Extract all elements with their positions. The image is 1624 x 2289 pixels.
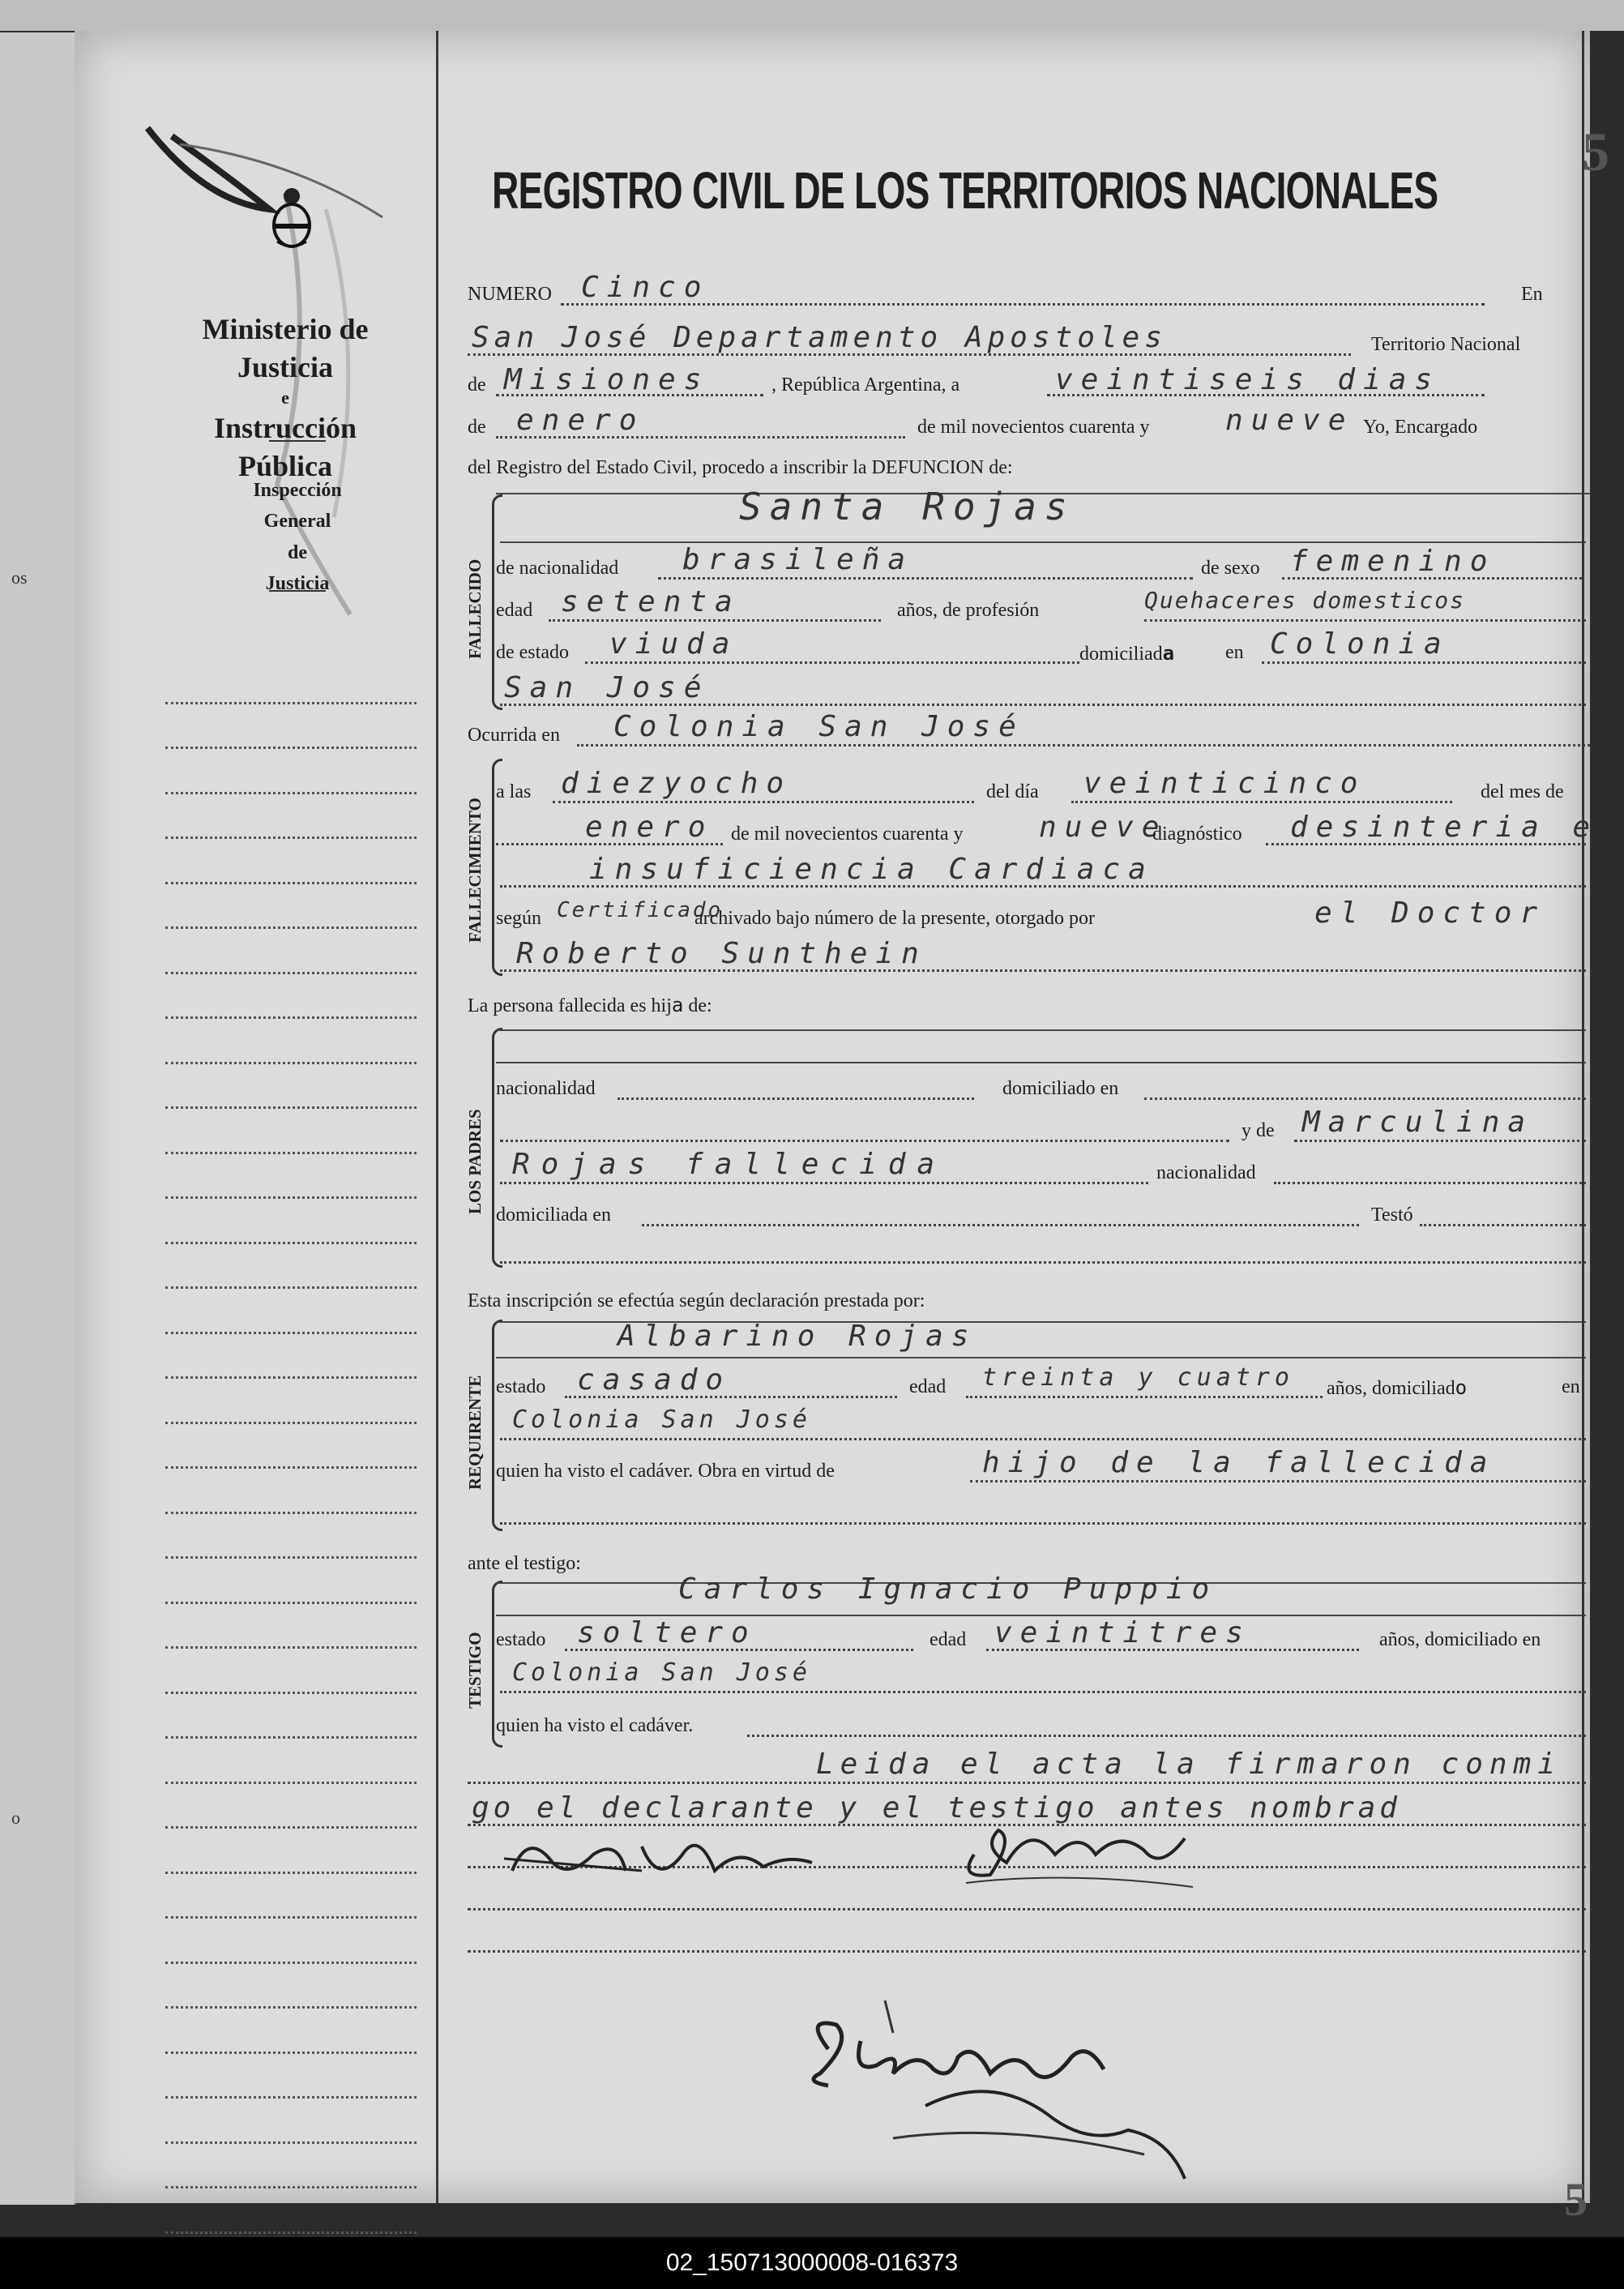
estado-value: soltero	[577, 1616, 757, 1649]
margin-note-line	[165, 1694, 417, 1739]
mes-value: enero	[516, 404, 645, 437]
virtud-line	[970, 1480, 1586, 1483]
ocurrida-label: Ocurrida en	[468, 725, 560, 746]
requirente-brace	[492, 1320, 502, 1531]
domicilio-value: Colonia San José	[512, 1658, 811, 1687]
margin-note-line	[165, 1064, 417, 1110]
fallecido-nombre: Santa Rojas	[739, 485, 1075, 528]
visto-label: quien ha visto el cadáver. Obra en virtud de	[496, 1461, 835, 1482]
margin-note-line	[165, 704, 417, 750]
edad-label: edad	[930, 1629, 967, 1650]
fallecimiento-section-label: FALLECIMIENTO	[465, 798, 485, 943]
nacionalidad-line	[658, 577, 1193, 580]
requirente-intro: Esta inscripción se efectúa según declaración prestada por:	[468, 1290, 925, 1311]
domicilio-value: Colonia	[1270, 627, 1450, 661]
testigo-intro: ante el testigo:	[468, 1553, 581, 1574]
margin-note-line	[165, 839, 417, 884]
testigo-signature	[950, 1806, 1209, 1895]
madre-nacionalidad-line	[1274, 1182, 1586, 1184]
segun-label: según	[496, 908, 541, 929]
diagnostico-value: desinteria e	[1290, 811, 1599, 844]
right-border	[1582, 31, 1584, 2203]
encargado-signature	[780, 1992, 1266, 2203]
margin-note-line	[165, 794, 417, 840]
ministry-heading: Ministerio de Justicia e Instrucción Pública	[202, 313, 369, 482]
domiciliada-label: domiciliada en	[496, 1204, 611, 1226]
left-page-edge	[0, 32, 77, 2205]
divider	[269, 440, 326, 442]
page-title: REGISTRO CIVIL DE LOS TERRITORIOS NACIONALES	[492, 161, 1438, 220]
fallecido-section-label: FALLECIDO	[465, 558, 485, 659]
divider	[269, 590, 326, 592]
de-label: de	[468, 417, 486, 438]
section-rule	[496, 1029, 1586, 1031]
testo-label: Testó	[1371, 1204, 1413, 1226]
diagnostico-value-2: insuficiencia Cardiaca	[589, 853, 1154, 886]
domicilio-value: Colonia San José	[512, 1405, 811, 1434]
testo-line	[1420, 1224, 1586, 1226]
requirente-nombre: Albarino Rojas	[618, 1320, 977, 1353]
margin-note-line	[165, 1784, 417, 1829]
numero-label: NUMERO	[468, 284, 553, 305]
nombre-line	[496, 1357, 1586, 1358]
margin-note-line	[165, 1244, 417, 1290]
nacionalidad-label: de nacionalidad	[496, 558, 619, 579]
profesion-label: años, de profesión	[897, 600, 1040, 621]
margin-note-line	[165, 2054, 417, 2099]
sexo-value: femenino	[1290, 545, 1496, 578]
margin-note-line	[165, 1334, 417, 1380]
cierre-text-2: go el declarante y el testigo antes nombrad	[472, 1791, 1401, 1825]
edad-label: edad	[496, 600, 533, 621]
hora-value: diezyocho	[561, 767, 793, 800]
archivado-label: archivado bajo número de la presente, otorgado por	[694, 908, 1096, 929]
cierre-text-1: Leida el acta la firmaron conmi	[816, 1748, 1562, 1781]
en-label: en	[1562, 1376, 1580, 1397]
dia-line	[1071, 801, 1452, 803]
margin-note-line	[165, 1559, 417, 1604]
domiciliado-label: domiciliado en	[1002, 1078, 1119, 1099]
visto-line	[747, 1735, 1586, 1737]
virtud-value: hijo de la fallecida	[982, 1446, 1496, 1479]
domicilio-line	[500, 1691, 1586, 1693]
visto-label: quien ha visto el cadáver.	[496, 1715, 694, 1736]
margin-note-line	[165, 2009, 417, 2054]
ocurrida-line	[577, 744, 1590, 747]
margin-note-line	[165, 974, 417, 1020]
nacionalidad-label: nacionalidad	[496, 1078, 596, 1099]
madre-value-2: Rojas fallecida	[512, 1148, 947, 1181]
margin-note-line	[165, 659, 417, 704]
ocurrida-value: Colonia San José	[613, 710, 1024, 743]
argentine-coat-of-arms-icon	[267, 185, 316, 250]
top-strip	[0, 0, 1624, 31]
margin-note-line	[165, 1829, 417, 1874]
margin-note-line	[165, 1739, 417, 1784]
margin-note-line	[165, 1964, 417, 2009]
estado-value: casado	[577, 1363, 732, 1397]
margin-note-line	[165, 1604, 417, 1649]
margin-note-line	[165, 884, 417, 930]
anio-label: de mil novecientos cuarenta y	[731, 824, 964, 845]
edad-value: setenta	[561, 585, 741, 618]
territorio-label: Territorio Nacional	[1371, 334, 1521, 355]
sexo-label: de sexo	[1201, 558, 1260, 579]
y-de-label: y de	[1242, 1120, 1275, 1141]
yo-label: Yo, Encargado	[1363, 417, 1478, 438]
cierre-line-4	[468, 1908, 1586, 1910]
nacionalidad-label-2: nacionalidad	[1156, 1162, 1256, 1183]
mes-label: del mes de	[1481, 781, 1564, 802]
en-label: en	[1225, 642, 1244, 663]
certificado-value: Certificado	[557, 898, 724, 922]
anio-value: nueve	[1225, 404, 1354, 437]
page-number-bottom: 5	[1564, 2173, 1588, 2226]
edad-label: edad	[909, 1376, 947, 1397]
padre-domicilio-line	[1144, 1097, 1586, 1100]
anio-label: de mil novecientos cuarenta y	[917, 417, 1150, 438]
territorio-value: Misiones	[504, 363, 710, 396]
margin-note-line	[165, 1289, 417, 1334]
republica-label: , República Argentina, a	[771, 374, 960, 396]
declarante-signature	[496, 1814, 836, 1895]
nacionalidad-value: brasileña	[682, 543, 914, 576]
margin-note-line	[165, 1424, 417, 1470]
diagnostico-label: diagnóstico	[1152, 824, 1242, 845]
padres-brace	[492, 1028, 502, 1268]
procedo-label: del Registro del Estado Civil, procedo a inscribir la DEFUNCION de:	[468, 457, 1013, 478]
de-label: de	[468, 374, 486, 396]
margin-note-line	[165, 2144, 417, 2189]
edad-value: treinta y cuatro	[982, 1363, 1294, 1392]
madre-value: Marculina	[1302, 1106, 1534, 1139]
domiciliado-label: domiciliada	[1079, 642, 1175, 665]
anio-value: nueve	[1039, 811, 1168, 844]
margin-note-line	[165, 1019, 417, 1064]
estado-label: estado	[496, 1629, 546, 1650]
domicilio-line	[500, 1438, 1586, 1440]
padre-nacionalidad-line	[618, 1097, 974, 1100]
margin-column	[75, 31, 438, 2203]
dias-value: veintiseis dias	[1055, 363, 1441, 396]
estado-value: viuda	[609, 627, 738, 661]
inspeccion-heading: Inspección General de Justicia	[253, 480, 342, 595]
edad-line	[549, 619, 881, 622]
edad-value: veintitres	[994, 1616, 1251, 1649]
margin-note-line	[165, 1919, 417, 1964]
margin-note-line	[165, 1469, 417, 1514]
padres-section-label: LOS PADRES	[465, 1109, 485, 1214]
margin-note-line	[165, 1874, 417, 1919]
estado-line	[585, 661, 1079, 664]
mes-value: enero	[585, 811, 714, 844]
image-id-caption: 02_150713000008-016373	[0, 2237, 1624, 2289]
nombre-line	[500, 541, 1586, 543]
numero-value: Cinco	[581, 271, 710, 304]
profesion-line	[1144, 619, 1586, 622]
domicilio-value-2: San José	[504, 671, 710, 704]
del-dia-label: del día	[986, 781, 1039, 802]
cierre-line-5	[468, 1950, 1586, 1953]
requirente-section-label: REQUIRENTE	[465, 1375, 485, 1490]
madre-line	[1294, 1140, 1586, 1142]
virtud-line-2	[500, 1522, 1586, 1525]
register-sheet	[75, 31, 1609, 2203]
profesion-value: Quehaceres domesticos	[1144, 587, 1466, 614]
domicilio-line	[1262, 661, 1586, 664]
padres-line-end	[500, 1261, 1586, 1264]
hora-line	[553, 801, 974, 803]
madre-line-2	[500, 1182, 1148, 1184]
margin-note-line	[165, 1199, 417, 1244]
margin-note-line	[165, 1649, 417, 1694]
cierre-line-1	[468, 1782, 1586, 1784]
domiciliad-label: años, domiciliado	[1327, 1376, 1468, 1399]
otorgado-value: el Doctor	[1314, 896, 1546, 930]
estado-label: estado	[496, 1376, 546, 1397]
margin-note-line	[165, 1154, 417, 1200]
page-number: 5	[1582, 121, 1609, 182]
padre-nombre-line	[496, 1062, 1586, 1063]
otorgado-value-2: Roberto Sunthein	[516, 937, 927, 970]
margin-note-line	[165, 749, 417, 794]
en-label: En	[1521, 284, 1543, 305]
testigo-nombre: Carlos Ignacio Puppio	[678, 1572, 1218, 1606]
margin-note-line	[165, 1109, 417, 1154]
madre-domicilio-line	[642, 1224, 1359, 1226]
a-las-label: a las	[496, 781, 532, 802]
margin-note-line	[165, 1379, 417, 1424]
margin-note-line	[165, 2188, 417, 2234]
dia-value: veinticinco	[1083, 767, 1366, 800]
margin-note-line	[165, 2099, 417, 2144]
padre-line-2	[500, 1140, 1229, 1142]
testigo-section-label: TESTIGO	[465, 1632, 485, 1709]
margin-note-lines	[165, 659, 417, 2234]
margin-note-line	[165, 929, 417, 974]
margin-note-line	[165, 1514, 417, 1560]
lugar-value: San José Departamento Apostoles	[472, 321, 1167, 354]
left-page-fragment: os	[11, 567, 28, 588]
padres-intro: La persona fallecida es hija de:	[468, 994, 712, 1016]
estado-label: de estado	[496, 642, 569, 663]
domiciliado-label: años, domiciliado en	[1379, 1629, 1541, 1650]
left-page-fragment: o	[11, 1808, 20, 1828]
edad-line	[966, 1396, 1323, 1398]
